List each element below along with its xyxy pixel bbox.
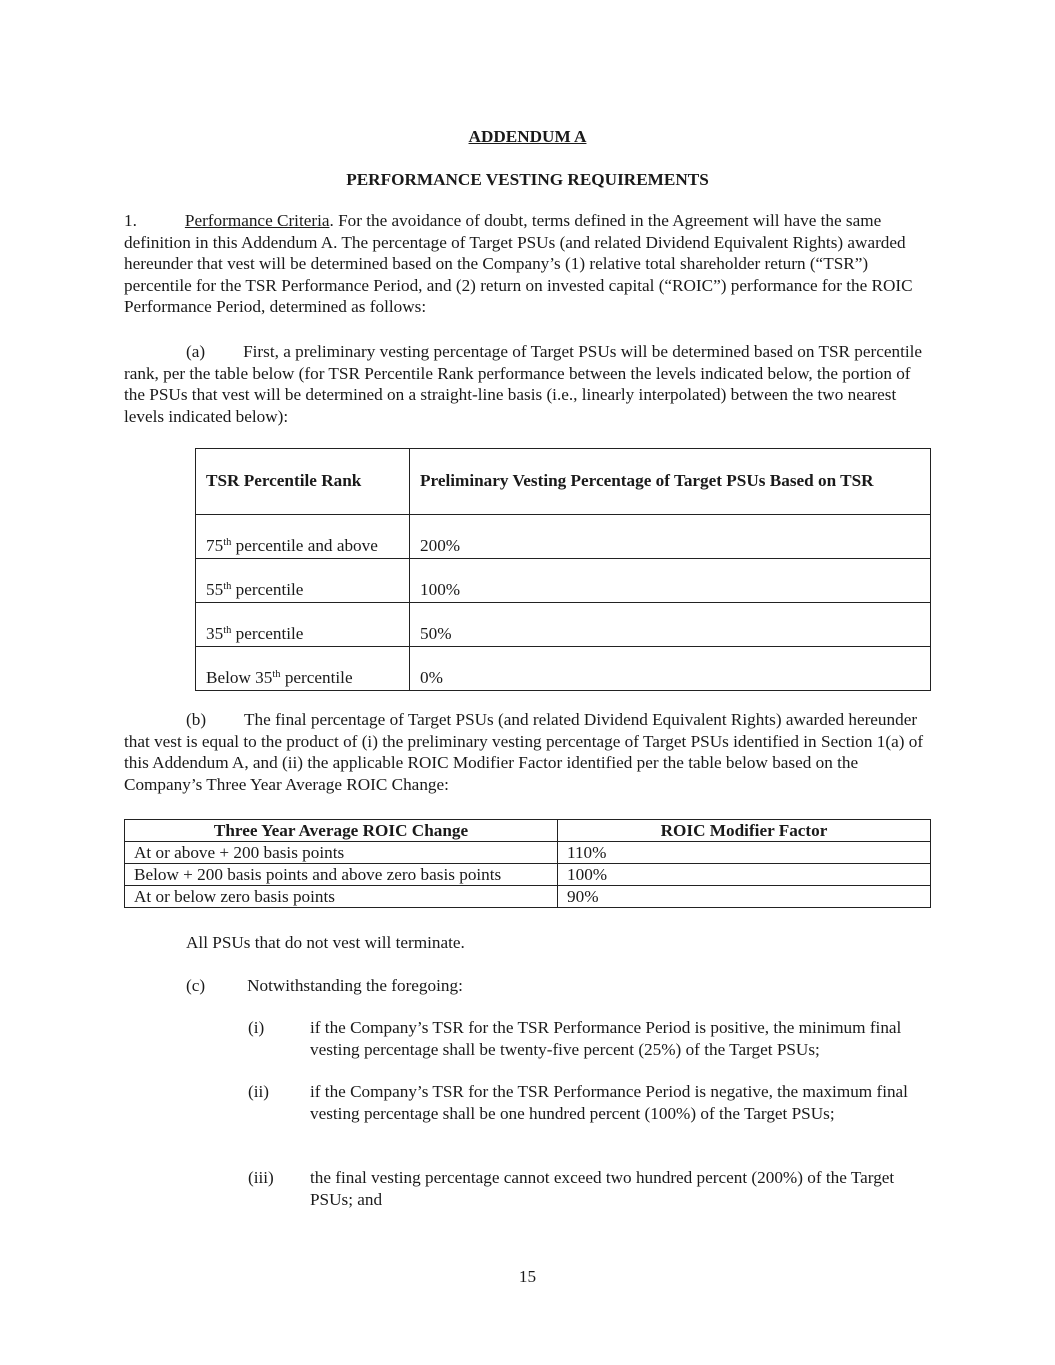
table-row bbox=[196, 603, 931, 647]
roic-header-change: Three Year Average ROIC Change bbox=[125, 820, 558, 842]
list-item-text: the final vesting percentage cannot exceed two hundred percent (200%) of the Target PSUs; and bbox=[310, 1168, 895, 1209]
roic-factor-cell: 100% bbox=[558, 864, 931, 886]
tsr-rank-cell: 75th percentile and above bbox=[196, 515, 410, 559]
table-row bbox=[196, 559, 931, 603]
list-item-label: (i) bbox=[248, 1018, 265, 1037]
table-row bbox=[125, 864, 931, 886]
tsr-value-cell: 100% bbox=[410, 559, 931, 603]
tsr-table-header bbox=[196, 449, 931, 515]
tsr-rank-cell: 35th percentile bbox=[196, 603, 410, 647]
roic-header-factor: ROIC Modifier Factor bbox=[558, 820, 931, 842]
roic-factor-cell: 90% bbox=[558, 886, 931, 908]
paragraph-c-text: Notwithstanding the foregoing: bbox=[247, 976, 463, 995]
tsr-table bbox=[195, 448, 931, 691]
list-item-label: (ii) bbox=[248, 1082, 269, 1101]
tsr-value-cell: 0% bbox=[410, 647, 931, 691]
paragraph-c bbox=[186, 975, 886, 997]
terminate-statement: All PSUs that do not vest will terminate. bbox=[186, 933, 465, 952]
page-number: 15 bbox=[518, 1267, 537, 1286]
section-text: . For the avoidance of doubt, terms defined in the Agreement will have the same definition in this Addendum A. The percentage of Target PSUs (and related Dividend Equivalent Rights) awarded hereunder that vest will be determined based on the Company’s (1) relative total shareholder return (“TSR”) percentile for the TSR Performance Period, and (2) return on invested capital (“ROIC”) performance for the ROIC Performance Period, determined as follows: bbox=[124, 211, 913, 317]
list-item-text: if the Company’s TSR for the TSR Performance Period is negative, the maximum final vesting percentage shall be one hundred percent (100%) of the Target PSUs; bbox=[310, 1082, 908, 1123]
list-item bbox=[248, 1017, 938, 1060]
paragraph-a-label: (a) bbox=[186, 342, 206, 361]
roic-factor-cell: 110% bbox=[558, 842, 931, 864]
tsr-rank-cell: Below 35th percentile bbox=[196, 647, 410, 691]
list-item-text: if the Company’s TSR for the TSR Performance Period is positive, the minimum final vesting percentage shall be twenty-five percent (25%) of the Target PSUs; bbox=[310, 1018, 902, 1059]
tsr-rank-cell: 55th percentile bbox=[196, 559, 410, 603]
table-row bbox=[125, 886, 931, 908]
paragraph-b-text: The final percentage of Target PSUs (and related Dividend Equivalent Rights) awarded hereunder that vest is equal to the product of (i) the preliminary vesting percentage of Target PSUs identified in Section 1(a) of this Addendum A, and (ii) the applicable ROIC Modifier Factor identified per the table below based on the Company’s Three Year Average ROIC Change: bbox=[124, 710, 924, 794]
tsr-value-cell: 200% bbox=[410, 515, 931, 559]
page-subtitle: PERFORMANCE VESTING REQUIREMENTS bbox=[346, 170, 709, 189]
table-row bbox=[196, 647, 931, 691]
paragraph-b-label: (b) bbox=[186, 710, 207, 729]
roic-table-header bbox=[125, 820, 931, 842]
paragraph-b bbox=[124, 709, 932, 795]
roic-change-cell: At or above + 200 basis points bbox=[125, 842, 558, 864]
tsr-header-vesting: Preliminary Vesting Percentage of Target PSUs Based on TSR bbox=[410, 449, 931, 515]
paragraph-a-text: First, a preliminary vesting percentage of Target PSUs will be determined based on TSR percentile rank, per the table below (for TSR Percentile Rank performance between the levels indicated below, the portion of the PSUs that vest will be determined on a straight-line basis (i.e., linearly interpolated) between the two nearest levels indicated below): bbox=[124, 342, 923, 426]
table-row bbox=[125, 842, 931, 864]
tsr-header-rank: TSR Percentile Rank bbox=[196, 449, 410, 515]
paragraph-a bbox=[124, 341, 932, 427]
list-item-label: (iii) bbox=[248, 1168, 274, 1187]
section-number: 1. bbox=[124, 211, 137, 230]
list-item bbox=[248, 1167, 938, 1210]
paragraph-c-label: (c) bbox=[186, 976, 206, 995]
roic-change-cell: At or below zero basis points bbox=[125, 886, 558, 908]
tsr-value-cell: 50% bbox=[410, 603, 931, 647]
section-1-paragraph bbox=[124, 210, 932, 318]
table-row bbox=[196, 515, 931, 559]
roic-table bbox=[124, 819, 931, 908]
roic-change-cell: Below + 200 basis points and above zero basis points bbox=[125, 864, 558, 886]
section-caption: Performance Criteria bbox=[184, 211, 330, 230]
list-item bbox=[248, 1081, 938, 1124]
page-title: ADDENDUM A bbox=[468, 127, 587, 146]
